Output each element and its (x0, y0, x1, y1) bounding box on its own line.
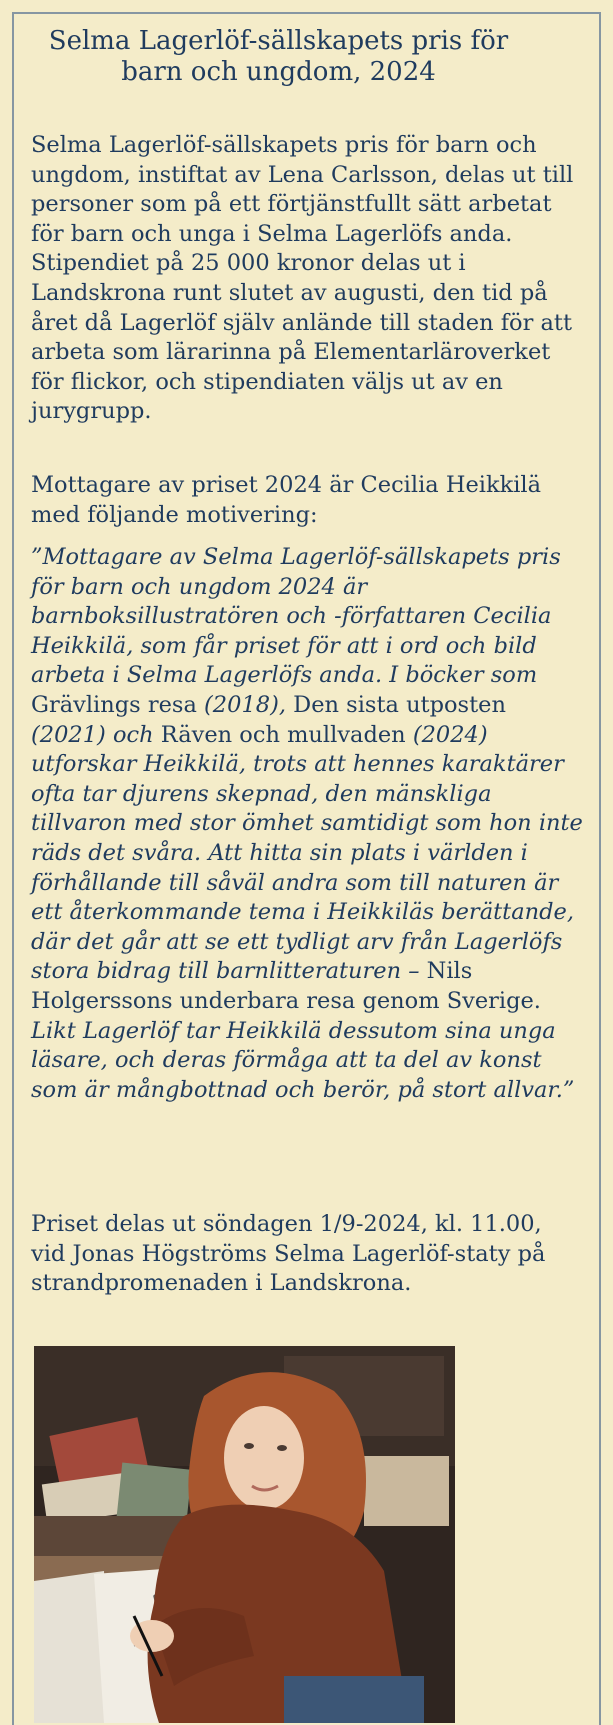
quote-text-4: (2024) utforskar Heikkilä, trots att hennes karaktärer ofta tar djurens skepnad, den mänskliga tillvaron med stor ömhet samtidigt som hon inte räds det svåra. Att hitta sin plats i världen i förhållande till såväl andra som till naturen är ett återkommande tema i Heikkiläs berättande, där det går att se ett tydligt arv från Lagerlöfs stora bidrag till barnlitteraturen – (31, 721, 583, 985)
ceremony-paragraph: Priset delas ut söndagen 1/9-2024, kl. 11.00, vid Jonas Högströms Selma Lagerlöf-staty på strandpromenaden i Landskrona. (31, 1211, 546, 1297)
book-title-nils-holgersson: Nils Holgerssons underbara resa genom Sverige. (31, 958, 541, 1014)
quote-text-5: Likt Lagerlöf tar Heikkilä dessutom sina unga läsare, och deras förmåga att ta del av konst som är mångbottnad och berör, på stort allvar.” (31, 1017, 575, 1103)
book-title-raven-och-mullvaden: Räven och mullvaden (160, 721, 406, 748)
portrait-photo (34, 1346, 455, 1723)
quote-text-2: (2018), (204, 691, 287, 718)
quote-text-1: ”Mottagare av Selma Lagerlöf-sällskapets pris för barn och ungdom 2024 är barnboksillustratören och -författaren Cecilia Heikkilä, som får priset för att i ord och bild arbeta i Selma Lagerlöfs anda. I böcker som (31, 544, 561, 689)
book-title-gravlings-resa: Grävlings resa (31, 691, 197, 718)
article-content (31, 26, 583, 1297)
article-title: Selma Lagerlöf-sällskapets pris för barn och ungdom, 2024 (48, 26, 509, 87)
intro-paragraph: Selma Lagerlöf-sällskapets pris för barn och ungdom, instiftat av Lena Carlsson, delas ut till personer som på ett förtjänstfullt sätt arbetat för barn och unga i Selma Lagerlöfs anda. Stipendiet på 25 000 kronor delas ut i Landskrona runt slutet av augusti, den tid på året då Lagerlöf själv anlände till staden för att arbeta som lärarinna på Elementarläroverket för flickor, och stipendiaten väljs ut av en jurygrupp. (31, 132, 574, 425)
recipient-paragraph: Mottagare av priset 2024 är Cecilia Heikkilä med följande motivering: (31, 472, 542, 528)
book-title-den-sista-utposten: Den sista utposten (293, 691, 506, 718)
quote-text-3: (2021) och (31, 721, 154, 748)
motivation-quote (31, 543, 583, 1105)
